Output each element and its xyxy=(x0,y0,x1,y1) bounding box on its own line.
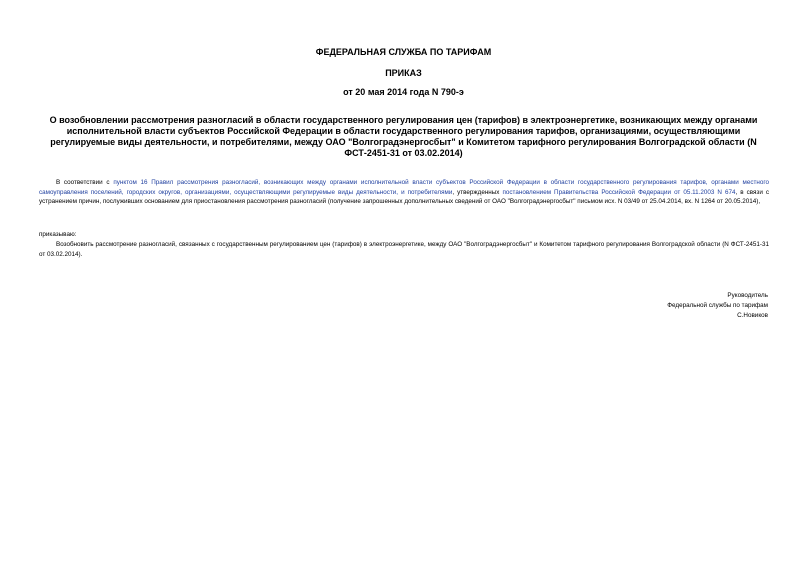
signatory-organization: Федеральной службы по тарифам xyxy=(667,302,768,309)
document-type: ПРИКАЗ xyxy=(385,68,422,78)
preamble-paragraph xyxy=(39,178,769,207)
preamble-suffix: , в связи с устранением причин, послуживших основанием для приостановления рассмотрения разногласий (получение запрошенных дополнительных сведений от ОАО "Волгоградэнергосбыт" письмом исх. N 03/49 от 25.04.2014, вх. N 1264 от 20.05.2014), xyxy=(39,188,769,205)
order-label: приказываю: xyxy=(39,231,77,238)
signature-block xyxy=(667,291,768,321)
signatory-position: Руководитель xyxy=(727,292,768,299)
rules-link[interactable]: пунктом 16 Правил рассмотрения разногласий, возникающих между органами исполнительной власти субъектов Российской Федерации в области государственного регулирования тарифов, органами местного самоуправления поселений, городских округов, организациями, осуществляющими регулируемые виды деятельности, и потребителями xyxy=(39,179,770,196)
preamble-middle: , утвержденных xyxy=(452,188,503,196)
government-resolution-link[interactable]: постановлением Правительства Российской Федерации от 05.11.2003 N 674 xyxy=(502,188,736,196)
document-date-number: от 20 мая 2014 года N 790-э xyxy=(343,87,464,97)
order-paragraph xyxy=(39,240,769,259)
agency-name: ФЕДЕРАЛЬНАЯ СЛУЖБА ПО ТАРИФАМ xyxy=(315,47,492,57)
document-title: О возобновлении рассмотрения разногласий в области государственного регулирования цен (тарифов) в электроэнергетике, возникающих между органами исполнительной власти субъектов Российской Федерации в области государственного регулирования тарифов, организациями, осуществляющими регулируемые виды деятельности, и потребителями, между ОАО "Волгоградэнергосбыт" и Комитетом тарифного регулирования Волгоградской области (N ФСТ-2451-31 от 03.02.2014) xyxy=(49,115,758,158)
preamble-prefix: В соответствии с xyxy=(56,179,114,186)
signatory-name: С.Новиков xyxy=(737,312,768,319)
order-text: Возобновить рассмотрение разногласий, связанных с государственным регулированием цен (тарифов) в электроэнергетике, между ОАО "Волгоградэнергосбыт" и Комитетом тарифного регулирования Волгоградской области (N ФСТ-2451-31 от 03.02.2014). xyxy=(39,241,769,258)
